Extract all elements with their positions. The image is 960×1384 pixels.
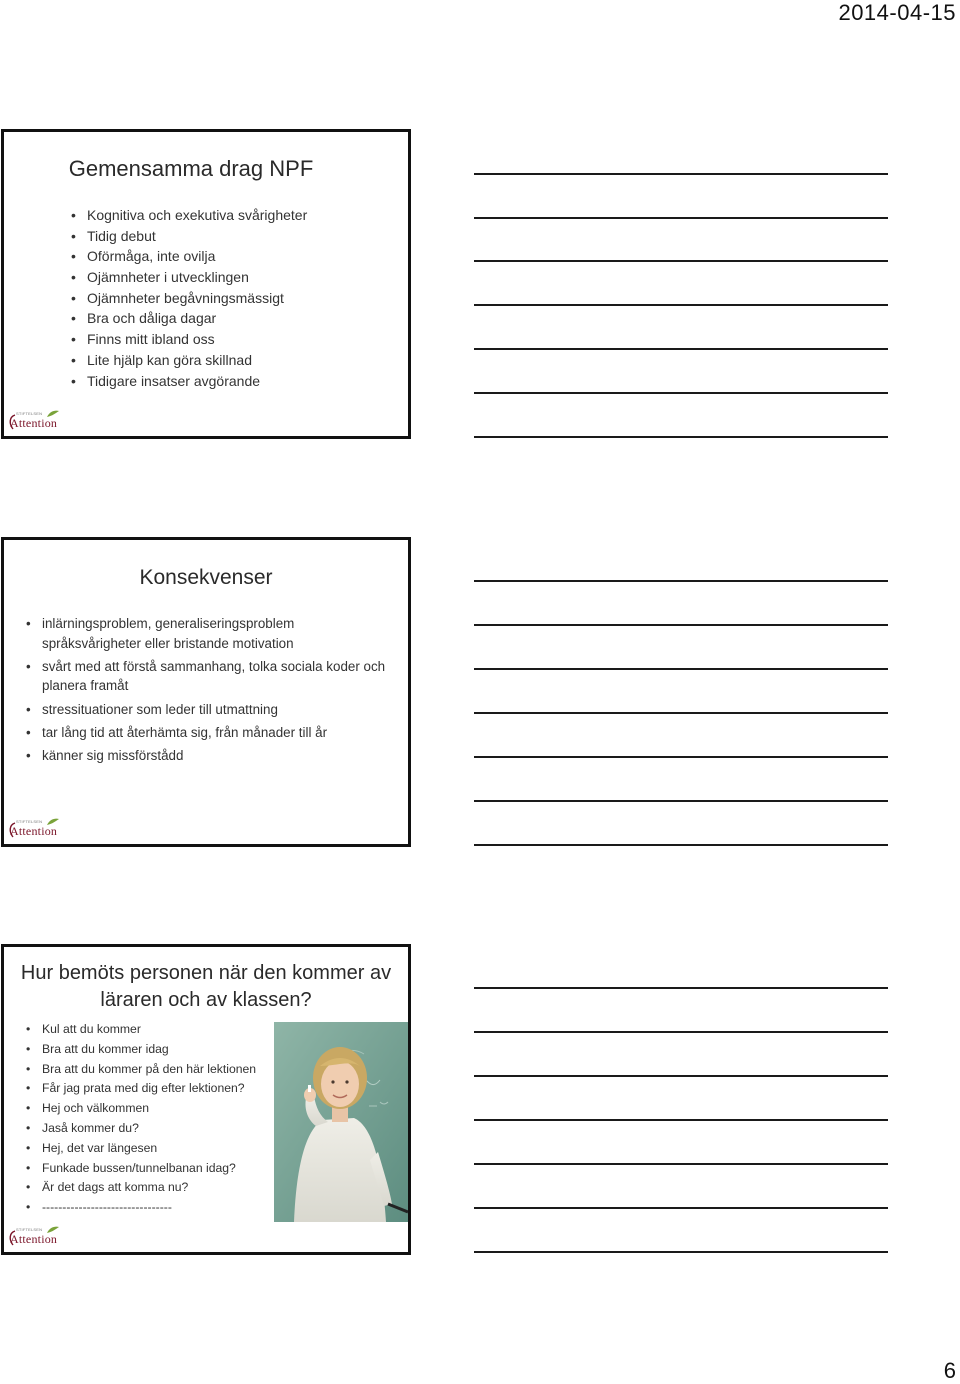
attention-logo [8, 818, 64, 840]
note-line [474, 987, 888, 989]
slide-title: Gemensamma drag NPF [68, 156, 314, 181]
bullet-item: • tar lång tid att återhämta sig, från månader till år [42, 723, 396, 743]
note-line [474, 1075, 888, 1077]
bullet-item: • Tidigare insatser avgörande [87, 371, 307, 392]
slide-title: Konsekvenser [139, 566, 273, 589]
attention-logo [8, 1226, 64, 1248]
bullet-item: • Tidig debut [87, 226, 307, 247]
note-line [474, 580, 888, 582]
bullet-item: • stressituationer som leder till utmattning [42, 700, 396, 720]
slide-2 [1, 537, 411, 847]
logo-small-text: STIFTELSEN [16, 819, 43, 824]
logo-small-text: STIFTELSEN [16, 411, 43, 416]
note-line [474, 1031, 888, 1033]
bullet-item: • Är det dags att komma nu? [42, 1178, 256, 1198]
note-line [474, 624, 888, 626]
bullet-item: • inlärningsproblem, generaliseringsproblem språksvårigheter eller bristande motivation [42, 614, 396, 653]
bullet-item: • svårt med att förstå sammanhang, tolka sociala koder och planera framåt [42, 657, 396, 696]
note-line [474, 800, 888, 802]
note-line [474, 844, 888, 846]
bullet-item: • Bra att du kommer idag [42, 1040, 256, 1060]
bullet-list [42, 614, 396, 769]
note-line [474, 348, 888, 350]
bullet-item: • Jaså kommer du? [42, 1119, 256, 1139]
note-line [474, 1163, 888, 1165]
bullet-item: • Ojämnheter begåvningsmässigt [87, 288, 307, 309]
bullet-list [42, 1020, 256, 1218]
bullet-item: • Lite hjälp kan göra skillnad [87, 350, 307, 371]
slide-1 [1, 129, 411, 439]
bullet-item: • känner sig missförstådd [42, 746, 396, 766]
note-line [474, 756, 888, 758]
note-line [474, 217, 888, 219]
note-line [474, 173, 888, 175]
bullet-item: • Finns mitt ibland oss [87, 329, 307, 350]
bullet-list [87, 205, 307, 391]
bullet-item: • -------------------------------- [42, 1198, 256, 1218]
logo-wordmark: Attention [10, 416, 58, 430]
header-date: 2014-04-15 [838, 0, 956, 25]
bullet-item: • Kul att du kommer [42, 1020, 256, 1040]
note-line [474, 392, 888, 394]
logo-small-text: STIFTELSEN [16, 1227, 43, 1232]
bullet-item: • Hej, det var längesen [42, 1139, 256, 1159]
bullet-item: • Hej och välkommen [42, 1099, 256, 1119]
note-line [474, 668, 888, 670]
bullet-item: • Ojämnheter i utvecklingen [87, 267, 307, 288]
bullet-item: • Bra att du kommer på den här lektionen [42, 1060, 256, 1080]
teacher-photo [274, 1022, 408, 1222]
logo-wordmark: Attention [10, 824, 58, 838]
note-line [474, 1207, 888, 1209]
bullet-item: • Får jag prata med dig efter lektionen? [42, 1079, 256, 1099]
bullet-item: • Oförmåga, inte ovilja [87, 246, 307, 267]
slide-3 [1, 944, 411, 1255]
attention-logo [8, 410, 64, 432]
slide-title: Hur bemöts personen när den kommer av läraren och av klassen? [20, 962, 392, 1011]
page-number: 6 [943, 1358, 956, 1383]
bullet-item: • Funkade bussen/tunnelbanan idag? [42, 1159, 256, 1179]
note-line [474, 712, 888, 714]
logo-wordmark: Attention [10, 1232, 58, 1246]
bullet-item: • Kognitiva och exekutiva svårigheter [87, 205, 307, 226]
note-line [474, 1119, 888, 1121]
note-line [474, 1251, 888, 1253]
note-line [474, 260, 888, 262]
note-line [474, 436, 888, 438]
bullet-item: • Bra och dåliga dagar [87, 308, 307, 329]
note-line [474, 304, 888, 306]
